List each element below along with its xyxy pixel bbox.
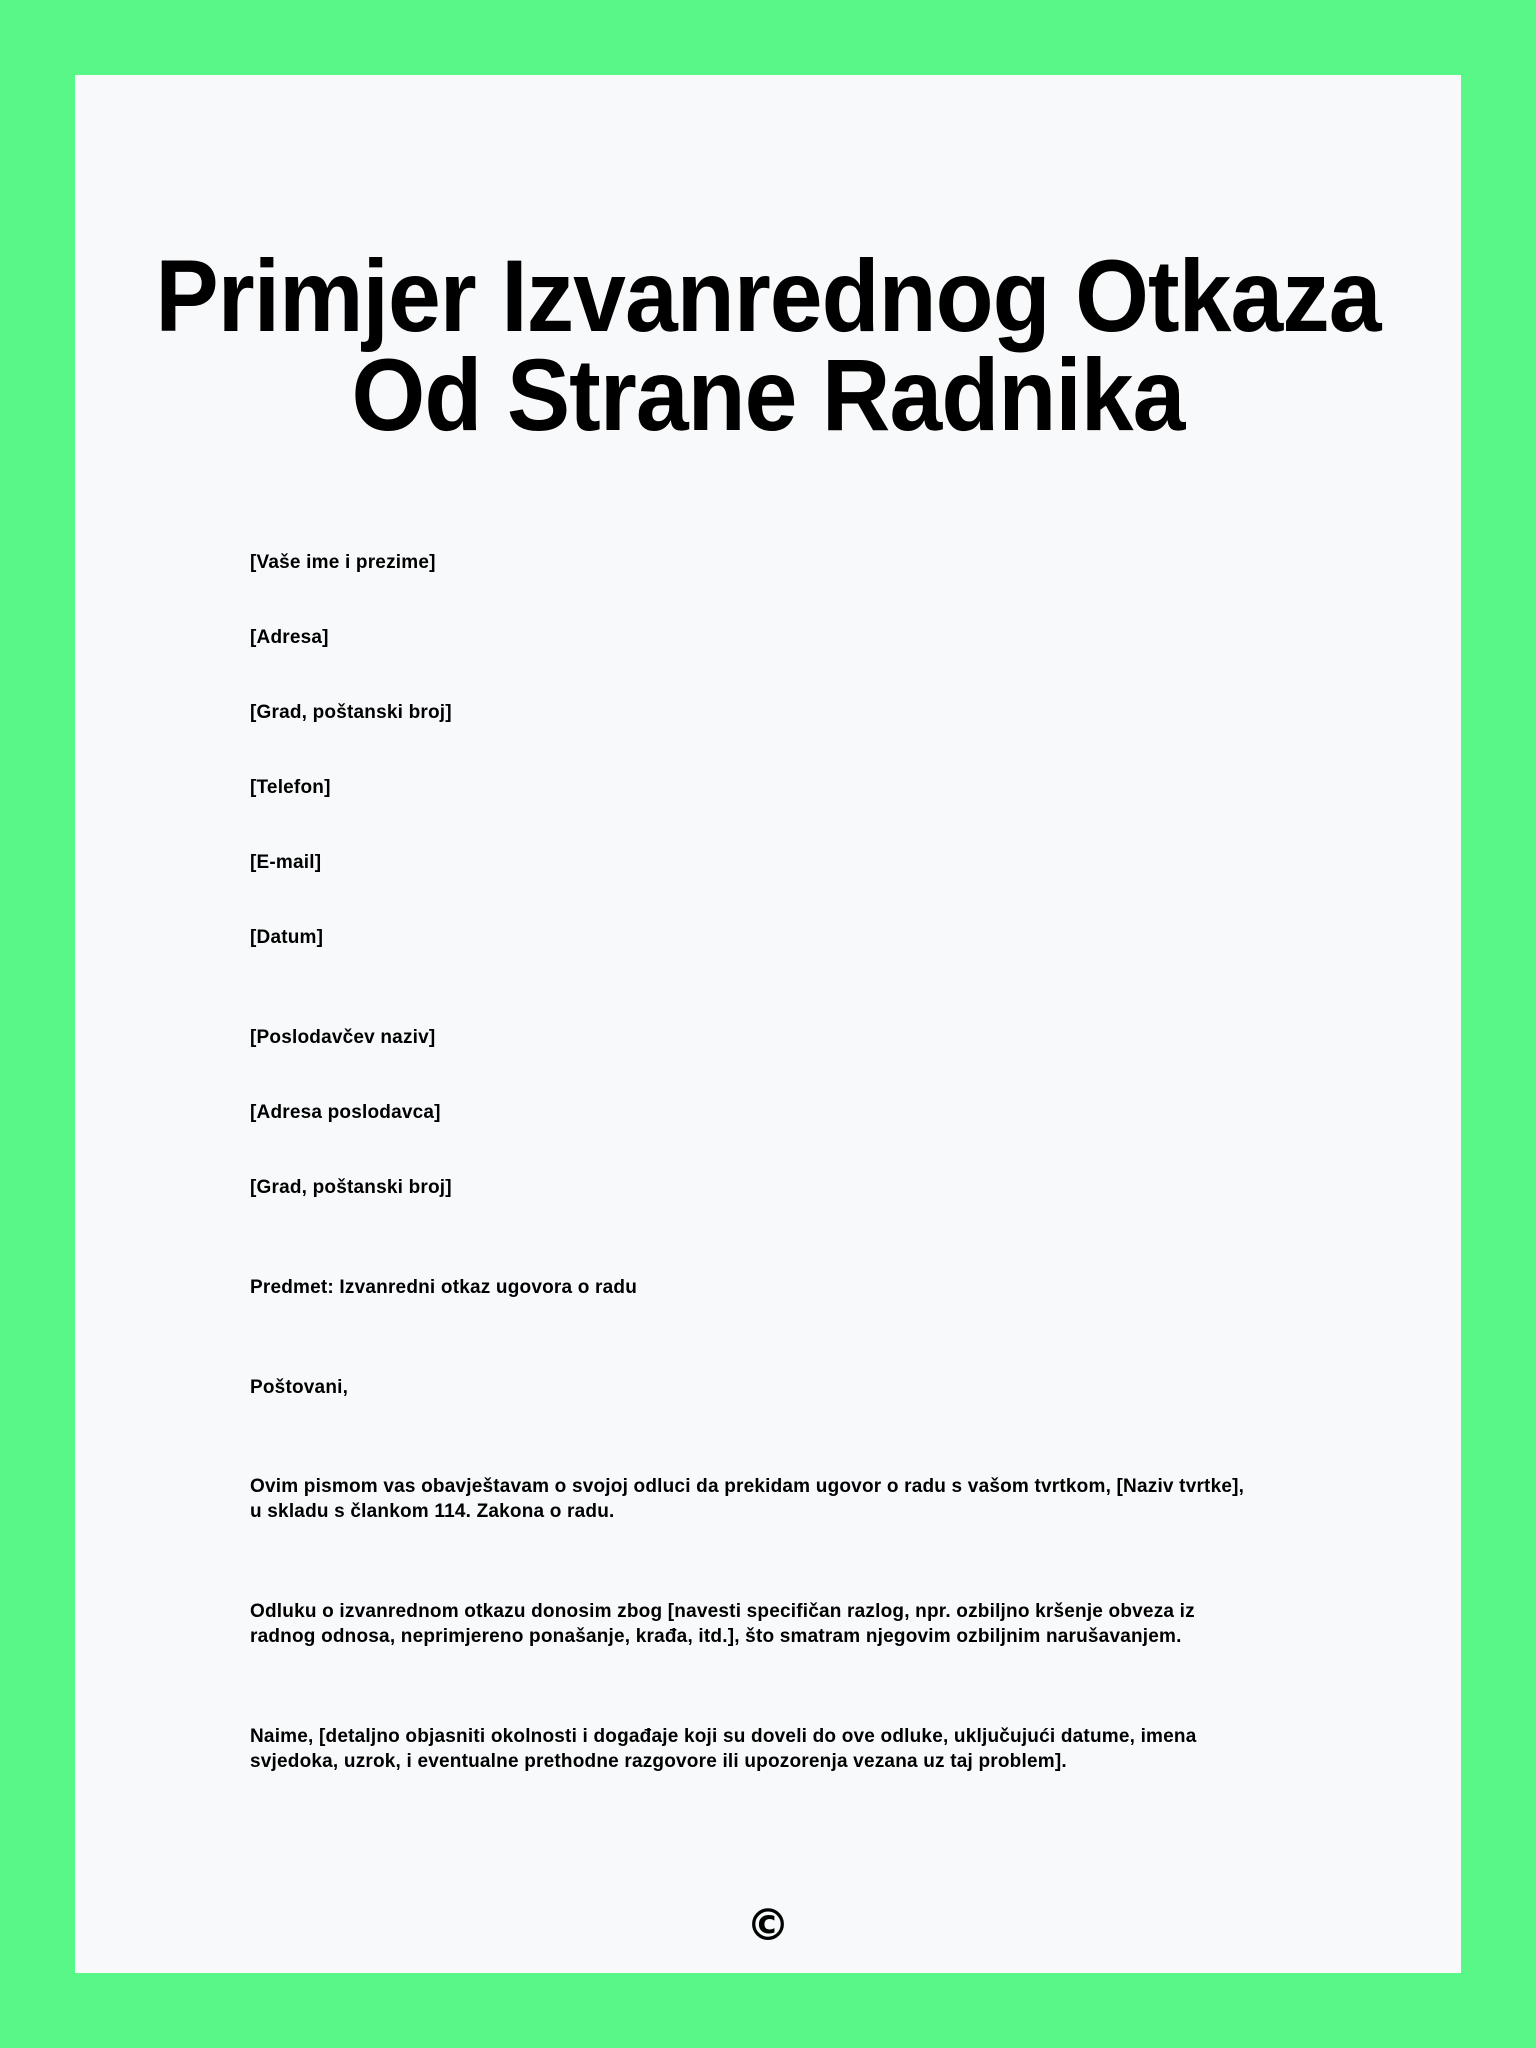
letter-paragraph-2: Odluku o izvanrednom otkazu donosim zbog [navesti specifičan razlog, npr. ozbiljno kršenje obveza iz radnog odnosa, neprimjereno ponašanje, krađa, itd.], što smatram njegovim ozbiljnim narušavanjem.: [250, 1601, 1195, 1647]
letter-date: [Datum]: [250, 927, 324, 948]
letter-salutation: Poštovani,: [250, 1377, 349, 1398]
employer-name: [Poslodavčev naziv]: [250, 1027, 436, 1048]
title-line-2: Od Strane Radnika: [351, 338, 1185, 452]
employer-city-zip: [Grad, poštanski broj]: [250, 1177, 452, 1198]
letter-subject: Predmet: Izvanredni otkaz ugovora o radu: [250, 1277, 638, 1298]
document-page: [75, 75, 1461, 1973]
document-title: [75, 239, 1461, 452]
letter-paragraph-3: Naime, [detaljno objasniti okolnosti i događaje koji su doveli do ove odluke, uključujući datume, imena svjedoka, uzrok, i eventualne prethodne razgovore ili upozorenja vezana uz taj problem].: [250, 1726, 1197, 1772]
letter-paragraph-1: Ovim pismom vas obavještavam o svojoj odluci da prekidam ugovor o radu s vašom tvrtkom, [Naziv tvrtke], u skladu s člankom 114. Zakona o radu.: [250, 1476, 1245, 1522]
sender-address: [Adresa]: [250, 627, 329, 648]
sender-phone: [Telefon]: [250, 777, 331, 798]
sender-email: [E-mail]: [250, 852, 322, 873]
employer-address: [Adresa poslodavca]: [250, 1102, 441, 1123]
title-line-1: Primjer Izvanrednog Otkaza: [155, 239, 1381, 353]
sender-name: [Vaše ime i prezime]: [250, 552, 436, 573]
copyright-icon: ©: [746, 1900, 790, 1951]
sender-city-zip: [Grad, poštanski broj]: [250, 702, 452, 723]
